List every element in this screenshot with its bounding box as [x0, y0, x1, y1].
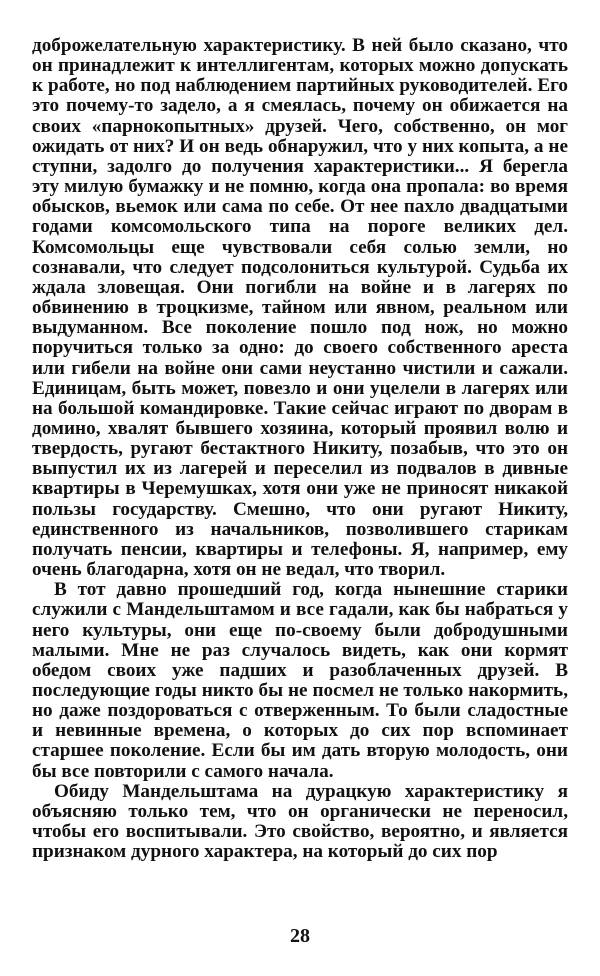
paragraph-1: доброжелательную характеристику. В ней было сказано, что он принадлежит к интеллигентам, которых можно допускать к работе, но под наблюдением партийных руководителей. Его это почему-то задело, а я смеялась, почему он обижается на своих «парнокопытных» друзей. Чего, собственно, он мог ожидать от них? И он ведь обнаружил, что у них копыта, а не ступни, задолго до получения характеристики... Я берегла эту милую бумажку и не помню, когда она пропала: во время обысков, вьемок или сама по себе. От нее пахло двадцатыми годами комсомольского типа на пороге великих дел. Комсомольцы еще чувствовали себя солью земли, но сознавали, что следует подсолониться культурой. Судьба их ждала зловещая. Они погибли на войне и в лагерях по обвинению в троцкизме, тайном или явном, реальном или выдуманном. Все поколение пошло под нож, но можно поручиться только за одно: до своего собственного ареста или гибели на войне они сами неустанно чистили и сажали. Единицам, быть может, повезло и они уцелели в лагерях или на большой командировке. Такие сейчас играют по дворам в домино, хвалят бывшего хозяина, который проявил волю и твердость, ругают бестактного Никиту, позабыв, что это он выпустил их из лагерей и переселил из подвалов в дивные квартиры в Черемушках, хотя они уже не приносят никакой пользы государству. Смешно, что они ругают Никиту, единственного из начальников, позволившего старикам получать пенсии, квартиры и телефоны. Я, например, ему очень благодарна, хотя он не ведал, что творил.: [32, 35, 568, 581]
page-number: 28: [290, 925, 310, 947]
paragraph-2: В тот давно прошедший год, когда нынешние старики служили с Мандельштамом и все гадали, как бы набраться у него культуры, они еще по-своему были добродушными малыми. Мне не раз случалось видеть, как они кормят обедом своих уже падших и разоблаченных друзей. В последующие годы никто бы не посмел не только накормить, но даже поздороваться с отверженным. То были сладостные и невинные времена, о которых до сих пор вспоминает старшее поколение. Если бы им дать вторую молодость, они бы все повторили с самого начала.: [32, 579, 568, 782]
paragraph-3: Обиду Мандельштама на дурацкую характеристику я объясняю только тем, что он органически не переносил, чтобы его воспитывали. Это свойство, вероятно, и является признаком дурного характера, на который до сих пор: [32, 780, 568, 863]
body-text: [32, 36, 568, 862]
